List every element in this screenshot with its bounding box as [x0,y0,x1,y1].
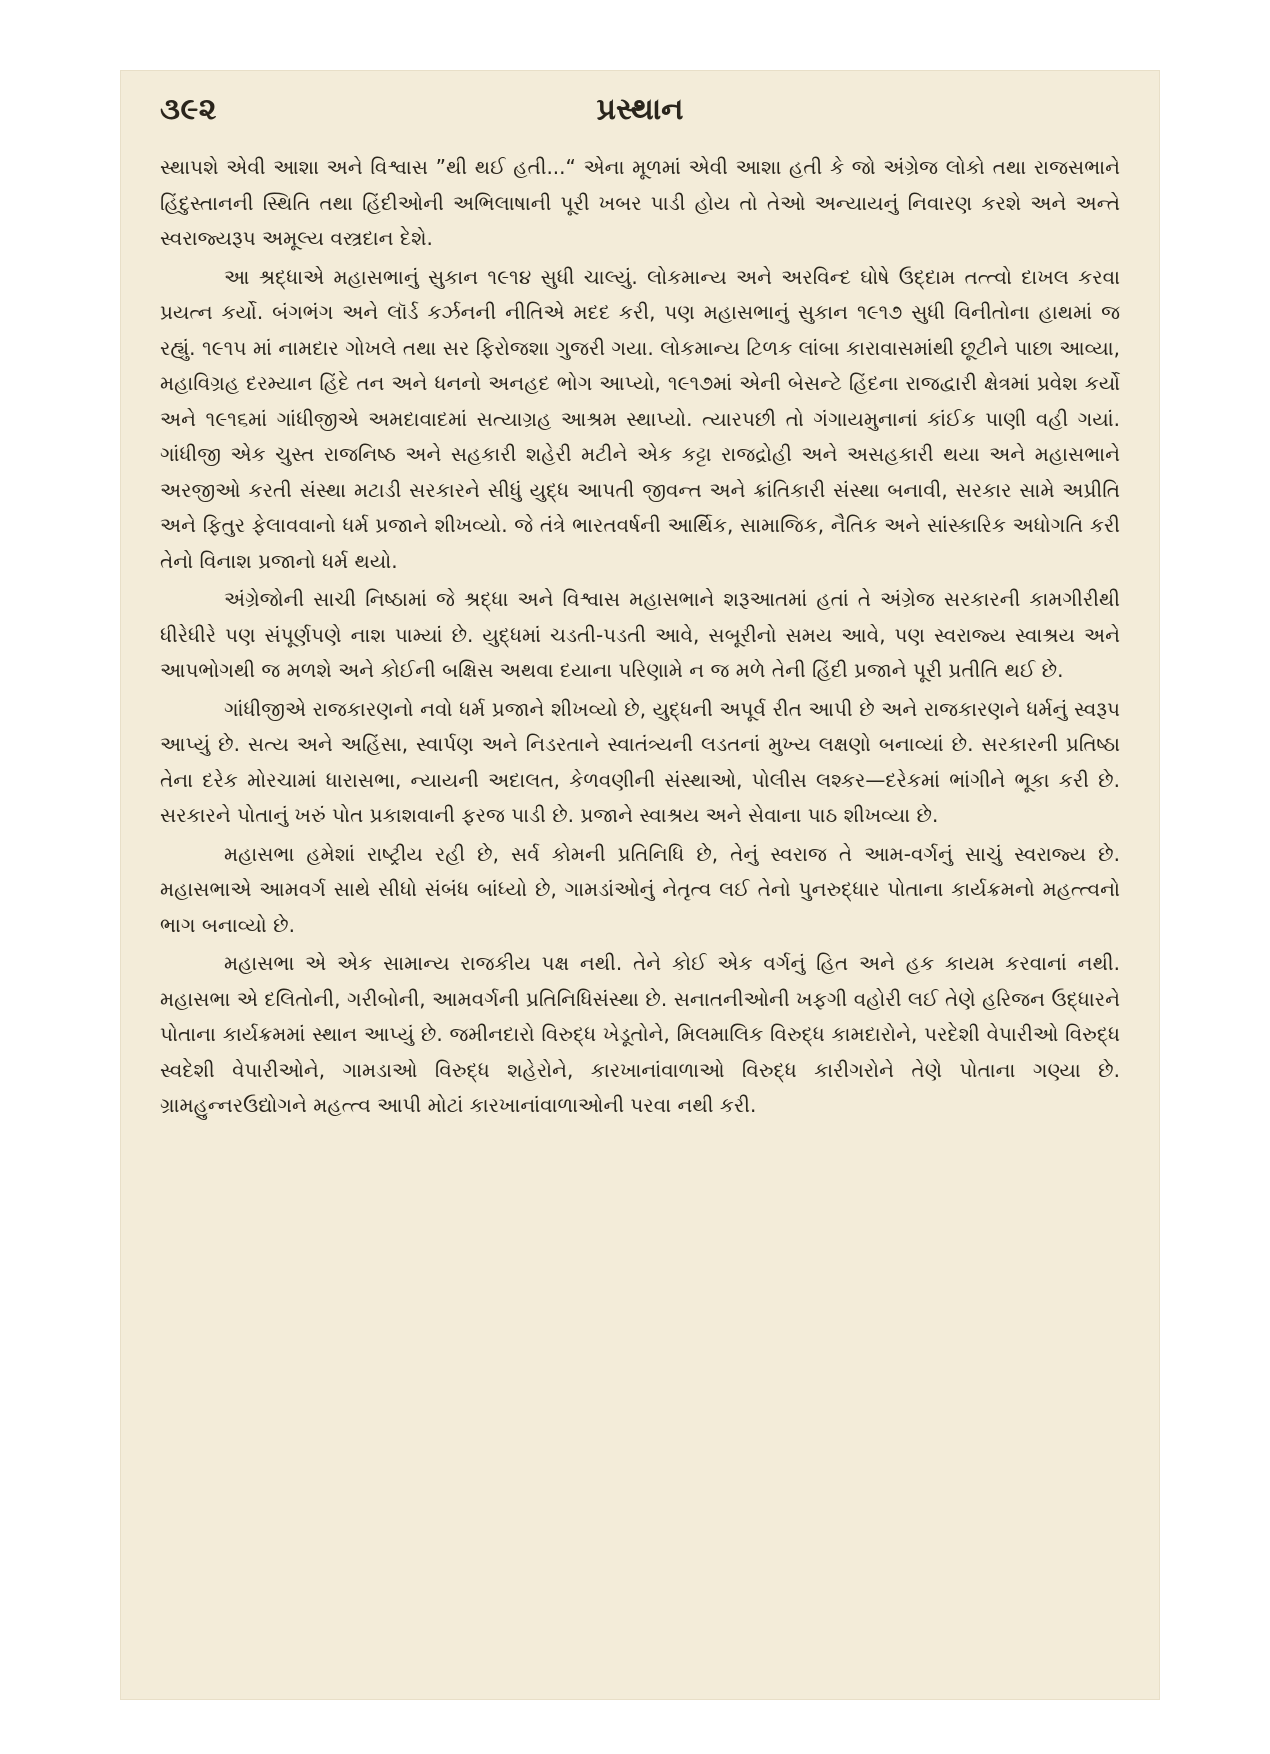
paragraph: મહાસભા હમેશાં રાષ્ટ્રીય રહી છે, સર્વ કોમની પ્રતિનિધિ છે, તેનું સ્વરાજ તે આમ-વર્ગનું સાચું સ્વરાજ્ય છે. મહાસભાએ આમવર્ગ સાથે સીધો સંબંધ બાંધ્યો છે, ગામડાંઓનું નેતૃત્વ લઈ તેનો પુનરુદ્ધાર પોતાના કાર્યક્રમનો મહત્ત્વનો ભાગ બનાવ્યો છે. [160,841,1120,937]
page-header [160,86,1120,136]
running-title: પ્રસ્થાન [596,92,684,127]
paragraph-continuation: સ્થાપશે એવી આશા અને વિશ્વાસ ”થી થઈ હતી...“ એના મૂળમાં એવી આશા હતી કે જો અંગ્રેજ લોકો તથા રાજસભાને હિંદુસ્તાનની સ્થિતિ તથા હિંદીઓની અભિલાષાની પૂરી ખબર પાડી હોય તો તેઓ અન્યાયનું નિવારણ કરશે અને અન્તે સ્વરાજ્યરૂપ અમૂલ્ય વસ્ત્રદાન દેશે. [160,155,1120,250]
paragraph: ગાંધીજીએ રાજકારણનો નવો ધર્મ પ્રજાને શીખવ્યો છે, યુદ્ધની અપૂર્વ રીત આપી છે અને રાજકારણને ધર્મનું સ્વરૂપ આપ્યું છે. સત્ય અને અહિંસા, સ્વાર્પણ અને નિડરતાને સ્વાતંત્ર્યની લડતનાં મુખ્ય લક્ષણો બનાવ્યાં છે. સરકારની પ્રતિષ્ઠા તેના દરેક મોરચામાં ધારાસભા, ન્યાયની અદાલત, કેળવણીની સંસ્થાઓ, પોલીસ લશ્કર—દરેકમાં ભાંગીને ભૂકા કરી છે. સરકારને પોતાનું ખરું પોત પ્રકાશવાની ફરજ પાડી છે. પ્રજાને સ્વાશ્રય અને સેવાના પાઠ શીખવ્યા છે. [160,696,1120,827]
page-body [160,150,1120,1127]
paragraph: આ શ્રદ્ધાએ મહાસભાનું સુકાન ૧૯૧૪ સુધી ચાલ્યું. લોકમાન્ય અને અરવિન્દ ઘોષે ઉદ્દામ તત્ત્વો દાખલ કરવા પ્રયત્ન કર્યો. બંગભંગ અને લૉર્ડ કર્ઝનની નીતિએ મદદ કરી, પણ મહાસભાનું સુકાન ૧૯૧૭ સુધી વિનીતોના હાથમાં જ રહ્યું. ૧૯૧૫ માં નામદાર ગોખલે તથા સર ફિરોજશા ગુજરી ગયા. લોકમાન્ય ટિળક લાંબા કારાવાસમાંથી છૂટીને પાછા આવ્યા, મહાવિગ્રહ દરમ્યાન હિંદે તન અને ધનનો અનહદ ભોગ આપ્યો, ૧૯૧૭માં એની બેસન્ટે હિંદના રાજદ્વારી ક્ષેત્રમાં પ્રવેશ કર્યો અને ૧૯૧૬માં ગાંધીજીએ અમદાવાદમાં સત્યાગ્રહ આશ્રમ સ્થાપ્યો. ત્યારપછી તો ગંગાયમુનાનાં કાંઈક પાણી વહી ગયાં. ગાંધીજી એક ચુસ્ત રાજનિષ્ઠ અને સહકારી શહેરી મટીને એક કટ્ટા રાજદ્રોહી અને અસહકારી થયા અને મહાસભાને અરજીઓ કરતી સંસ્થા મટાડી સરકારને સીધું યુદ્ધ આપતી જીવન્ત અને ક્રાંતિકારી સંસ્થા બનાવી, સરકાર સામે અપ્રીતિ અને ફિતુર ફેલાવવાનો ધર્મ પ્રજાને શીખવ્યો. જે તંત્રે ભારતવર્ષની આર્થિક, સામાજિક, નૈતિક અને સાંસ્કારિક અધોગતિ કરી તેનો વિનાશ પ્રજાનો ધર્મ થયો. [160,264,1120,573]
paragraph: અંગ્રેજોની સાચી નિષ્ઠામાં જે શ્રદ્ધા અને વિશ્વાસ મહાસભાને શરૂઆતમાં હતાં તે અંગ્રેજ સરકારની કામગીરીથી ધીરેધીરે પણ સંપૂર્ણપણે નાશ પામ્યાં છે. યુદ્ધમાં ચડતી-પડતી આવે, સબૂરીનો સમય આવે, પણ સ્વરાજ્ય સ્વાશ્રય અને આપભોગથી જ મળશે અને કોઈની બક્ષિસ અથવા દયાના પરિણામે ન જ મળે તેની હિંદી પ્રજાને પૂરી પ્રતીતિ થઈ છે. [160,587,1120,682]
page-number: ૩૯૨ [160,92,217,127]
paragraph: મહાસભા એ એક સામાન્ય રાજકીય પક્ષ નથી. તેને કોઈ એક વર્ગનું હિત અને હક કાયમ કરવાનાં નથી. મહાસભા એ દલિતોની, ગરીબોની, આમવર્ગની પ્રતિનિધિસંસ્થા છે. સનાતનીઓની ખફગી વહોરી લઈ તેણે હરિજન ઉદ્ધારને પોતાના કાર્યક્રમમાં સ્થાન આપ્યું છે. જમીનદારો વિરુદ્ધ ખેડૂતોને, મિલમાલિક વિરુદ્ધ કામદારોને, પરદેશી વેપારીઓ વિરુદ્ધ સ્વદેશી વેપારીઓને, ગામડાઓ વિરુદ્ધ શહેરોને, કારખાનાંવાળાઓ વિરુદ્ધ કારીગરોને તેણે પોતાના ગણ્યા છે. ગ્રામહુન્નરઉદ્યોગને મહત્ત્વ આપી મોટાં કારખાનાંવાળાઓની પરવા નથી કરી. [160,951,1120,1117]
book-page [120,70,1160,1700]
